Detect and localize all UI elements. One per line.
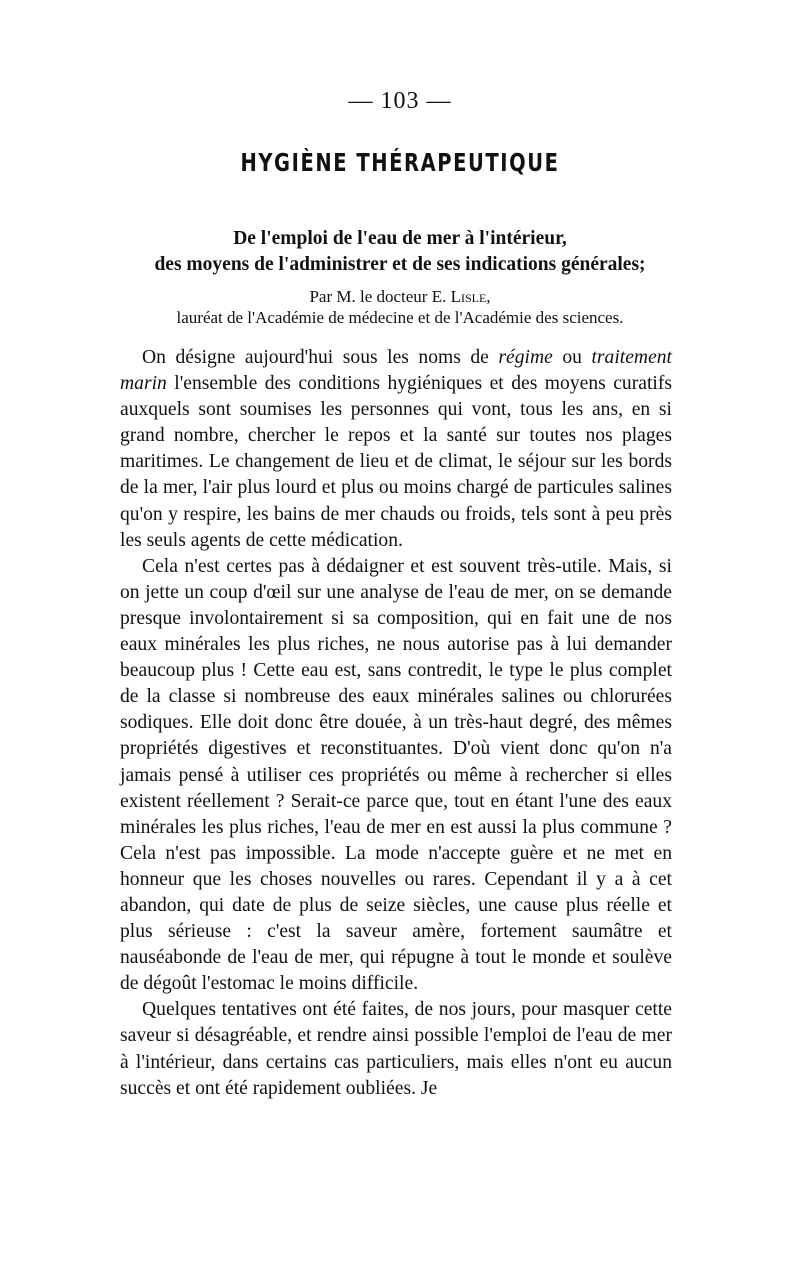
- author-line: [100, 286, 700, 307]
- subtitle-line-2: des moyens de l'administrer et de ses indications générales;: [154, 254, 646, 275]
- paragraph-1: [120, 345, 672, 554]
- page-number: — 103 —: [348, 88, 452, 114]
- page-title: HYGIÈNE THÉRAPEUTIQUE: [240, 148, 560, 177]
- author-name: Lisle,: [450, 287, 491, 306]
- article-body: [120, 345, 672, 1102]
- paragraph-1-rest: l'ensemble des conditions hygiéniques et des moyens curatifs auxquels sont soumises les personnes qui vont, tous les ans, en si grand nombre, chercher le repos et la santé sur toutes nos plages maritimes. Le changement de lieu et de climat, le séjour sur les bords de la mer, l'air plus lourd et plus ou moins chargé de particules salines qu'on y respire, les bains de mer chauds ou froids, tels sont à peu près les seuls agents de cette médication.: [120, 373, 672, 551]
- paragraph-1-start: On désigne aujourd'hui sous les noms de: [142, 347, 499, 368]
- paragraph-3: Quelques tentatives ont été faites, de nos jours, pour masquer cette saveur si désagréable, et rendre ainsi possible l'emploi de l'eau de mer à l'intérieur, dans certains cas particuliers, mais elles n'ont eu aucun succès et ont été rapidement oubliées. Je: [120, 999, 672, 1099]
- author-affiliation: lauréat de l'Académie de médecine et de l'Académie des sciences.: [176, 308, 624, 327]
- term-regime: régime: [498, 347, 553, 368]
- author-prefix: Par M. le docteur E.: [309, 287, 451, 306]
- paragraph-1-mid: ou: [552, 347, 592, 368]
- term-traitement-marin: traitement marin: [120, 347, 673, 395]
- paragraph-2: Cela n'est certes pas à dédaigner et est souvent très-utile. Mais, si on jette un coup d'œil sur une analyse de l'eau de mer, on se demande presque involontairement si sa composition, qui en fait une de nos eaux minérales les plus riches, ne nous autorise pas à lui demander beaucoup plus ! Cette eau est, sans contredit, le type le plus complet de la classe si nombreuse des eaux minérales salines ou chlorurées sodiques. Elle doit donc être douée, à un très-haut degré, des mêmes propriétés digestives et reconstituantes. D'où vient donc qu'on n'a jamais pensé à utiliser ces propriétés ou même à rechercher si elles existent réellement ? Serait-ce parce que, tout en étant l'une des eaux minérales les plus riches, l'eau de mer en est aussi la plus commune ? Cela n'est pas impossible. La mode n'accepte guère et ne met en honneur que les choses nouvelles ou rares. Cependant il y a à cet abandon, qui date de plus de seize siècles, une cause plus réelle et plus sérieuse : c'est la saveur amère, fortement saumâtre et nauséabonde de l'eau de mer, qui répugne à tout le monde et soulève de dégoût l'estomac le moins difficile.: [120, 555, 672, 995]
- author-block: [100, 286, 700, 328]
- article-subtitle: [110, 226, 690, 278]
- subtitle-line-1: De l'emploi de l'eau de mer à l'intérieur,: [233, 228, 567, 249]
